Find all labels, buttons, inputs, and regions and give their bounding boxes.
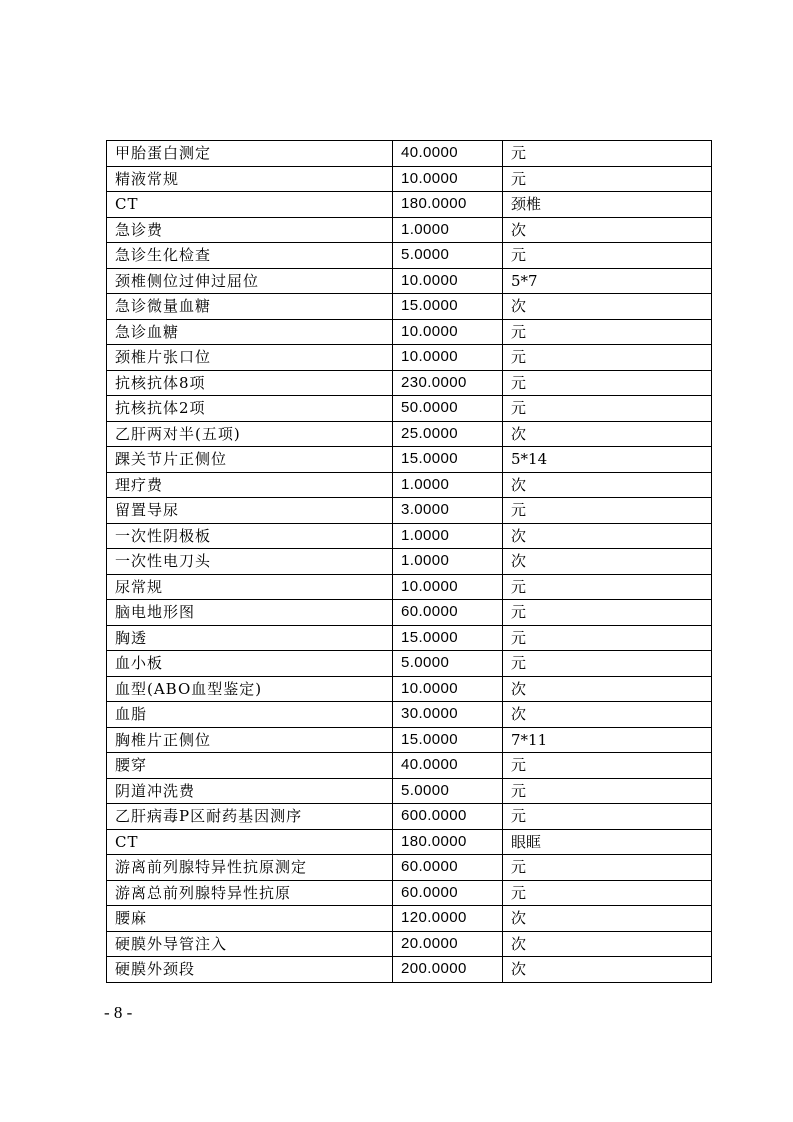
unit-cell: 元	[503, 166, 712, 192]
unit-cell: 眼眶	[503, 829, 712, 855]
table-row	[107, 294, 712, 320]
price-cell: 25.0000	[393, 421, 503, 447]
unit-cell: 元	[503, 396, 712, 422]
item-name-cell: 乙肝病毒P区耐药基因测序	[107, 804, 393, 830]
fee-table	[106, 140, 712, 983]
price-cell: 15.0000	[393, 625, 503, 651]
table-row	[107, 472, 712, 498]
table-row	[107, 906, 712, 932]
item-name-cell: 血小板	[107, 651, 393, 677]
item-name-cell: CT	[107, 829, 393, 855]
table-row	[107, 345, 712, 371]
table-row	[107, 931, 712, 957]
unit-cell: 元	[503, 345, 712, 371]
item-name-cell: 腰穿	[107, 753, 393, 779]
table-row	[107, 523, 712, 549]
table-row	[107, 268, 712, 294]
price-cell: 5.0000	[393, 243, 503, 269]
item-name-cell: 急诊微量血糖	[107, 294, 393, 320]
unit-cell: 次	[503, 676, 712, 702]
table-row	[107, 243, 712, 269]
table-row	[107, 421, 712, 447]
unit-cell: 元	[503, 778, 712, 804]
unit-cell: 次	[503, 217, 712, 243]
item-name-cell: 留置导尿	[107, 498, 393, 524]
price-cell: 20.0000	[393, 931, 503, 957]
unit-cell: 元	[503, 141, 712, 167]
price-cell: 200.0000	[393, 957, 503, 983]
price-cell: 10.0000	[393, 345, 503, 371]
table-row	[107, 396, 712, 422]
item-name-cell: 血型(ABO血型鉴定)	[107, 676, 393, 702]
table-row	[107, 319, 712, 345]
price-cell: 120.0000	[393, 906, 503, 932]
price-cell: 30.0000	[393, 702, 503, 728]
item-name-cell: CT	[107, 192, 393, 218]
item-name-cell: 精液常规	[107, 166, 393, 192]
price-cell: 1.0000	[393, 472, 503, 498]
item-name-cell: 游离前列腺特异性抗原测定	[107, 855, 393, 881]
item-name-cell: 急诊生化检查	[107, 243, 393, 269]
table-row	[107, 600, 712, 626]
unit-cell: 元	[503, 753, 712, 779]
price-cell: 15.0000	[393, 447, 503, 473]
price-cell: 15.0000	[393, 294, 503, 320]
item-name-cell: 抗核抗体2项	[107, 396, 393, 422]
table-row	[107, 447, 712, 473]
table-row	[107, 855, 712, 881]
unit-cell: 次	[503, 549, 712, 575]
price-cell: 60.0000	[393, 600, 503, 626]
price-cell: 1.0000	[393, 523, 503, 549]
unit-cell: 元	[503, 319, 712, 345]
table-row	[107, 625, 712, 651]
unit-cell: 元	[503, 600, 712, 626]
table-row	[107, 804, 712, 830]
price-cell: 60.0000	[393, 855, 503, 881]
table-row	[107, 141, 712, 167]
item-name-cell: 阴道冲洗费	[107, 778, 393, 804]
price-cell: 1.0000	[393, 217, 503, 243]
unit-cell: 5*7	[503, 268, 712, 294]
unit-cell: 次	[503, 906, 712, 932]
price-cell: 10.0000	[393, 166, 503, 192]
unit-cell: 次	[503, 931, 712, 957]
table-row	[107, 957, 712, 983]
table-row	[107, 574, 712, 600]
item-name-cell: 腰麻	[107, 906, 393, 932]
price-cell: 5.0000	[393, 778, 503, 804]
table-row	[107, 778, 712, 804]
item-name-cell: 游离总前列腺特异性抗原	[107, 880, 393, 906]
unit-cell: 元	[503, 498, 712, 524]
item-name-cell: 抗核抗体8项	[107, 370, 393, 396]
item-name-cell: 脑电地形图	[107, 600, 393, 626]
unit-cell: 元	[503, 625, 712, 651]
item-name-cell: 尿常规	[107, 574, 393, 600]
unit-cell: 元	[503, 651, 712, 677]
price-cell: 50.0000	[393, 396, 503, 422]
item-name-cell: 踝关节片正侧位	[107, 447, 393, 473]
item-name-cell: 胸椎片正侧位	[107, 727, 393, 753]
unit-cell: 元	[503, 880, 712, 906]
unit-cell: 元	[503, 370, 712, 396]
table-row	[107, 829, 712, 855]
page-number: - 8 -	[104, 1003, 133, 1022]
table-row	[107, 166, 712, 192]
item-name-cell: 乙肝两对半(五项)	[107, 421, 393, 447]
price-cell: 1.0000	[393, 549, 503, 575]
price-cell: 10.0000	[393, 676, 503, 702]
price-cell: 10.0000	[393, 319, 503, 345]
price-cell: 3.0000	[393, 498, 503, 524]
item-name-cell: 硬膜外颈段	[107, 957, 393, 983]
item-name-cell: 胸透	[107, 625, 393, 651]
item-name-cell: 急诊费	[107, 217, 393, 243]
table-row	[107, 217, 712, 243]
unit-cell: 次	[503, 294, 712, 320]
unit-cell: 次	[503, 523, 712, 549]
price-cell: 60.0000	[393, 880, 503, 906]
price-cell: 10.0000	[393, 268, 503, 294]
price-cell: 5.0000	[393, 651, 503, 677]
price-cell: 40.0000	[393, 141, 503, 167]
price-cell: 180.0000	[393, 829, 503, 855]
table-row	[107, 727, 712, 753]
item-name-cell: 甲胎蛋白测定	[107, 141, 393, 167]
table-row	[107, 192, 712, 218]
item-name-cell: 一次性电刀头	[107, 549, 393, 575]
price-cell: 230.0000	[393, 370, 503, 396]
price-cell: 180.0000	[393, 192, 503, 218]
unit-cell: 次	[503, 957, 712, 983]
unit-cell: 5*14	[503, 447, 712, 473]
table-row	[107, 880, 712, 906]
table-row	[107, 702, 712, 728]
item-name-cell: 一次性阴极板	[107, 523, 393, 549]
item-name-cell: 理疗费	[107, 472, 393, 498]
fee-table-body	[107, 141, 712, 983]
unit-cell: 次	[503, 472, 712, 498]
unit-cell: 颈椎	[503, 192, 712, 218]
table-row	[107, 549, 712, 575]
unit-cell: 元	[503, 855, 712, 881]
table-row	[107, 498, 712, 524]
item-name-cell: 急诊血糖	[107, 319, 393, 345]
unit-cell: 元	[503, 243, 712, 269]
item-name-cell: 颈椎片张口位	[107, 345, 393, 371]
table-row	[107, 676, 712, 702]
item-name-cell: 血脂	[107, 702, 393, 728]
table-row	[107, 651, 712, 677]
unit-cell: 次	[503, 421, 712, 447]
table-row	[107, 753, 712, 779]
item-name-cell: 颈椎侧位过伸过屈位	[107, 268, 393, 294]
item-name-cell: 硬膜外导管注入	[107, 931, 393, 957]
price-cell: 10.0000	[393, 574, 503, 600]
unit-cell: 元	[503, 804, 712, 830]
price-cell: 40.0000	[393, 753, 503, 779]
unit-cell: 7*11	[503, 727, 712, 753]
price-cell: 15.0000	[393, 727, 503, 753]
unit-cell: 次	[503, 702, 712, 728]
table-row	[107, 370, 712, 396]
price-cell: 600.0000	[393, 804, 503, 830]
unit-cell: 元	[503, 574, 712, 600]
